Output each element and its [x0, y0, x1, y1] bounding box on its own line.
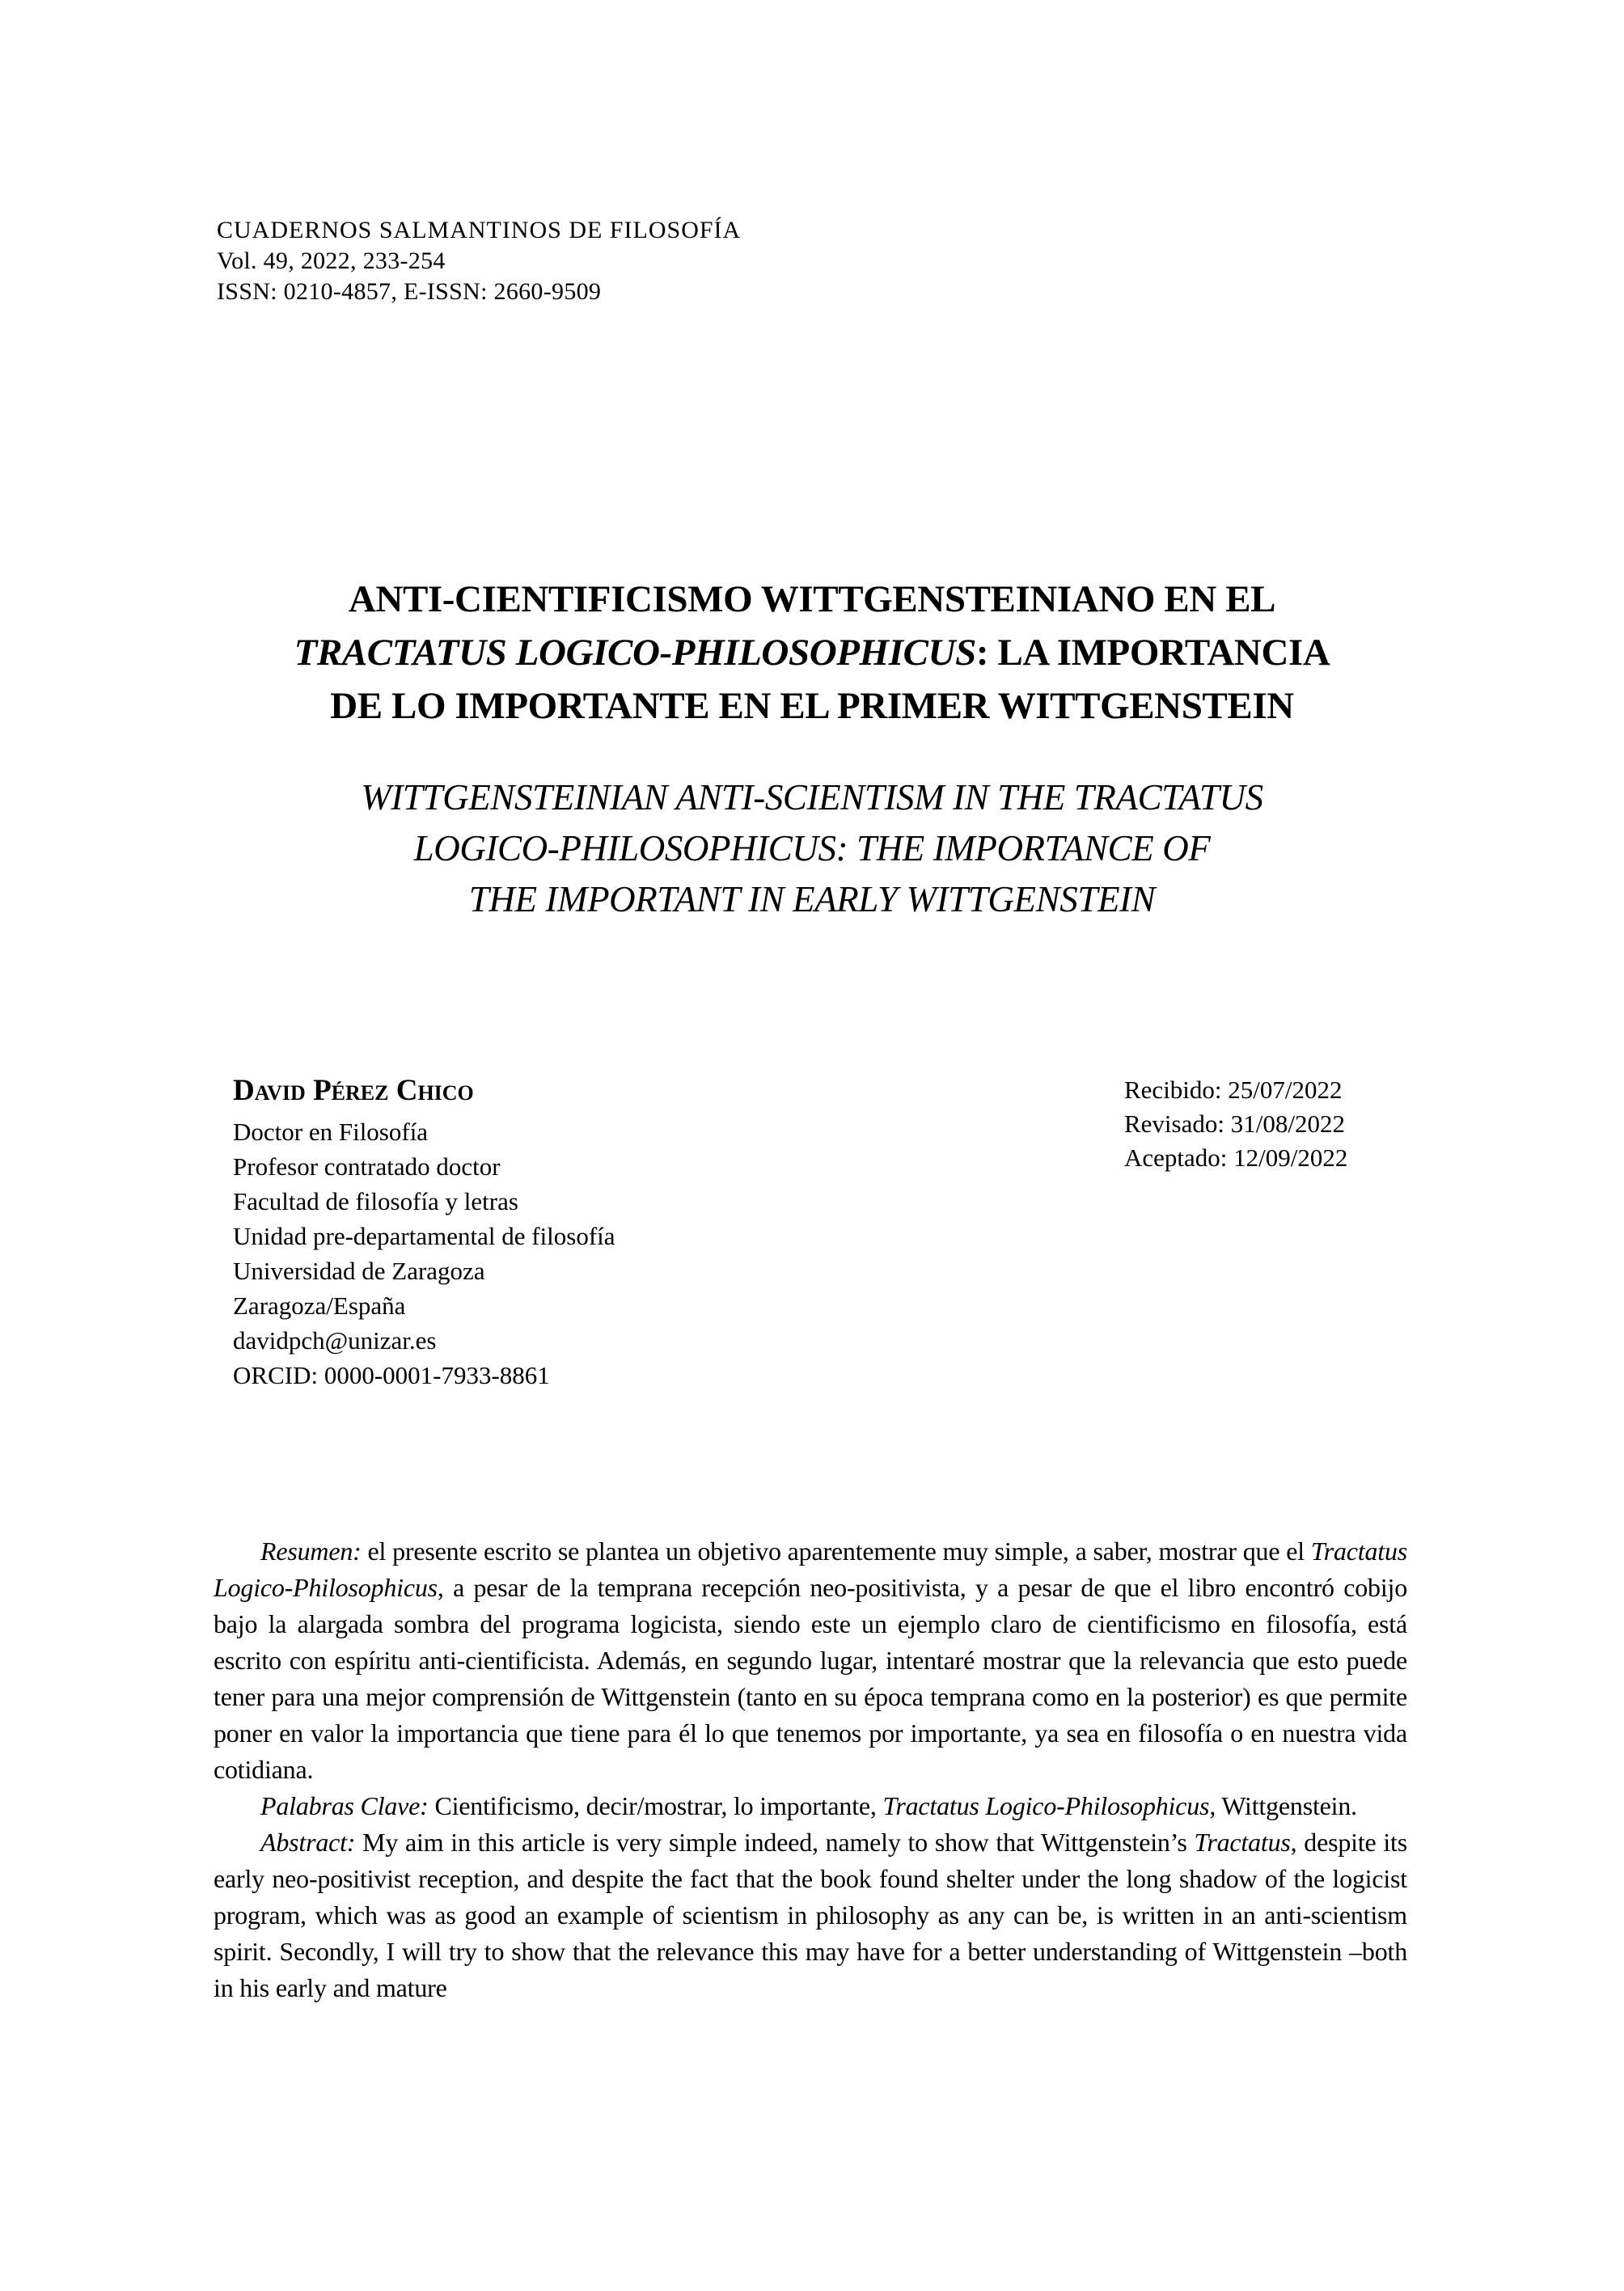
author-unit: Unidad pre-departamental de filosofía — [233, 1222, 615, 1250]
author-degree: Doctor en Filosofía — [233, 1118, 429, 1146]
review-dates — [1124, 1073, 1347, 1175]
date-accepted: Aceptado: 12/09/2022 — [1124, 1143, 1348, 1172]
journal-issn-line: ISSN: 0210-4857, E-ISSN: 2660-9509 — [217, 278, 602, 305]
title-es-line-2: TRACTATUS LOGICO-PHILOSOPHICUS: LA IMPORTANCIA — [294, 632, 1330, 674]
date-revised: Revisado: 31/08/2022 — [1124, 1110, 1345, 1138]
title-en-line-2: LOGICO-PHILOSOPHICUS: THE IMPORTANCE OF — [413, 828, 1211, 869]
date-received: Recibido: 25/07/2022 — [1124, 1076, 1343, 1104]
title-en-line-1: WITTGENSTEINIAN ANTI-SCIENTISM IN THE TRACTATUS — [361, 777, 1263, 818]
article-title-en — [0, 772, 1624, 925]
author-location: Zaragoza/España — [233, 1291, 406, 1320]
author-faculty: Facultad de filosofía y letras — [233, 1187, 518, 1215]
author-position: Profesor contratado doctor — [233, 1152, 501, 1181]
author-orcid: ORCID: 0000-0001-7933-8861 — [233, 1361, 550, 1389]
journal-volume-line: Vol. 49, 2022, 233-254 — [217, 247, 446, 274]
author-email: davidpch@unizar.es — [233, 1326, 437, 1355]
abstract-es-paragraph: Resumen: el presente escrito se plantea un objetivo aparentemente muy simple, a saber, mostrar que el Tractatus Logico-Philosophicus, a pesar de la temprana recepción neo-positivista, y a pesar de que el libro encontró cobijo bajo la alargada sombra del programa logicista, siendo este un ejemplo claro de cientificismo en filosofía, está escrito con espíritu anti-cientificista. Además, en segundo lugar, intentaré mostrar que la relevancia que esto puede tener para una mejor comprensión de Wittgenstein (tanto en su época temprana como en la posterior) es que permite poner en valor la importancia que tiene para él lo que tenemos por importante, ya sea en filosofía o en nuestra vida cotidiana. — [214, 1536, 1407, 1784]
author-name: David Pérez Chico — [233, 1074, 474, 1107]
keywords-es-paragraph: Palabras Clave: Cientificismo, decir/mostrar, lo importante, Tractatus Logico-Philosophicus, Wittgenstein. — [260, 1791, 1357, 1820]
title-es-line-1: ANTI-CIENTIFICISMO WITTGENSTEINIANO EN EL — [348, 578, 1276, 620]
journal-header — [217, 215, 741, 307]
article-title-es — [0, 573, 1624, 733]
author-university: Universidad de Zaragoza — [233, 1257, 485, 1285]
title-en-line-3: THE IMPORTANT IN EARLY WITTGENSTEIN — [468, 879, 1156, 919]
author-block — [233, 1072, 615, 1393]
abstract-en-paragraph: Abstract: My aim in this article is very simple indeed, namely to show that Wittgenstein’s Tractatus, despite its early neo-positivist reception, and despite the fact that the book found shelter under the long shadow of the logicist program, which was as good an example of scientism in philosophy as any can be, is written in an anti-scientism spirit. Secondly, I will try to show that the relevance this may have for a better understanding of Wittgenstein –both in his early and mature — [214, 1828, 1407, 2002]
abstracts-section — [214, 1533, 1407, 2006]
journal-name: CUADERNOS SALMANTINOS DE FILOSOFÍA — [217, 217, 742, 243]
title-es-line-3: DE LO IMPORTANTE EN EL PRIMER WITTGENSTEIN — [330, 685, 1294, 727]
